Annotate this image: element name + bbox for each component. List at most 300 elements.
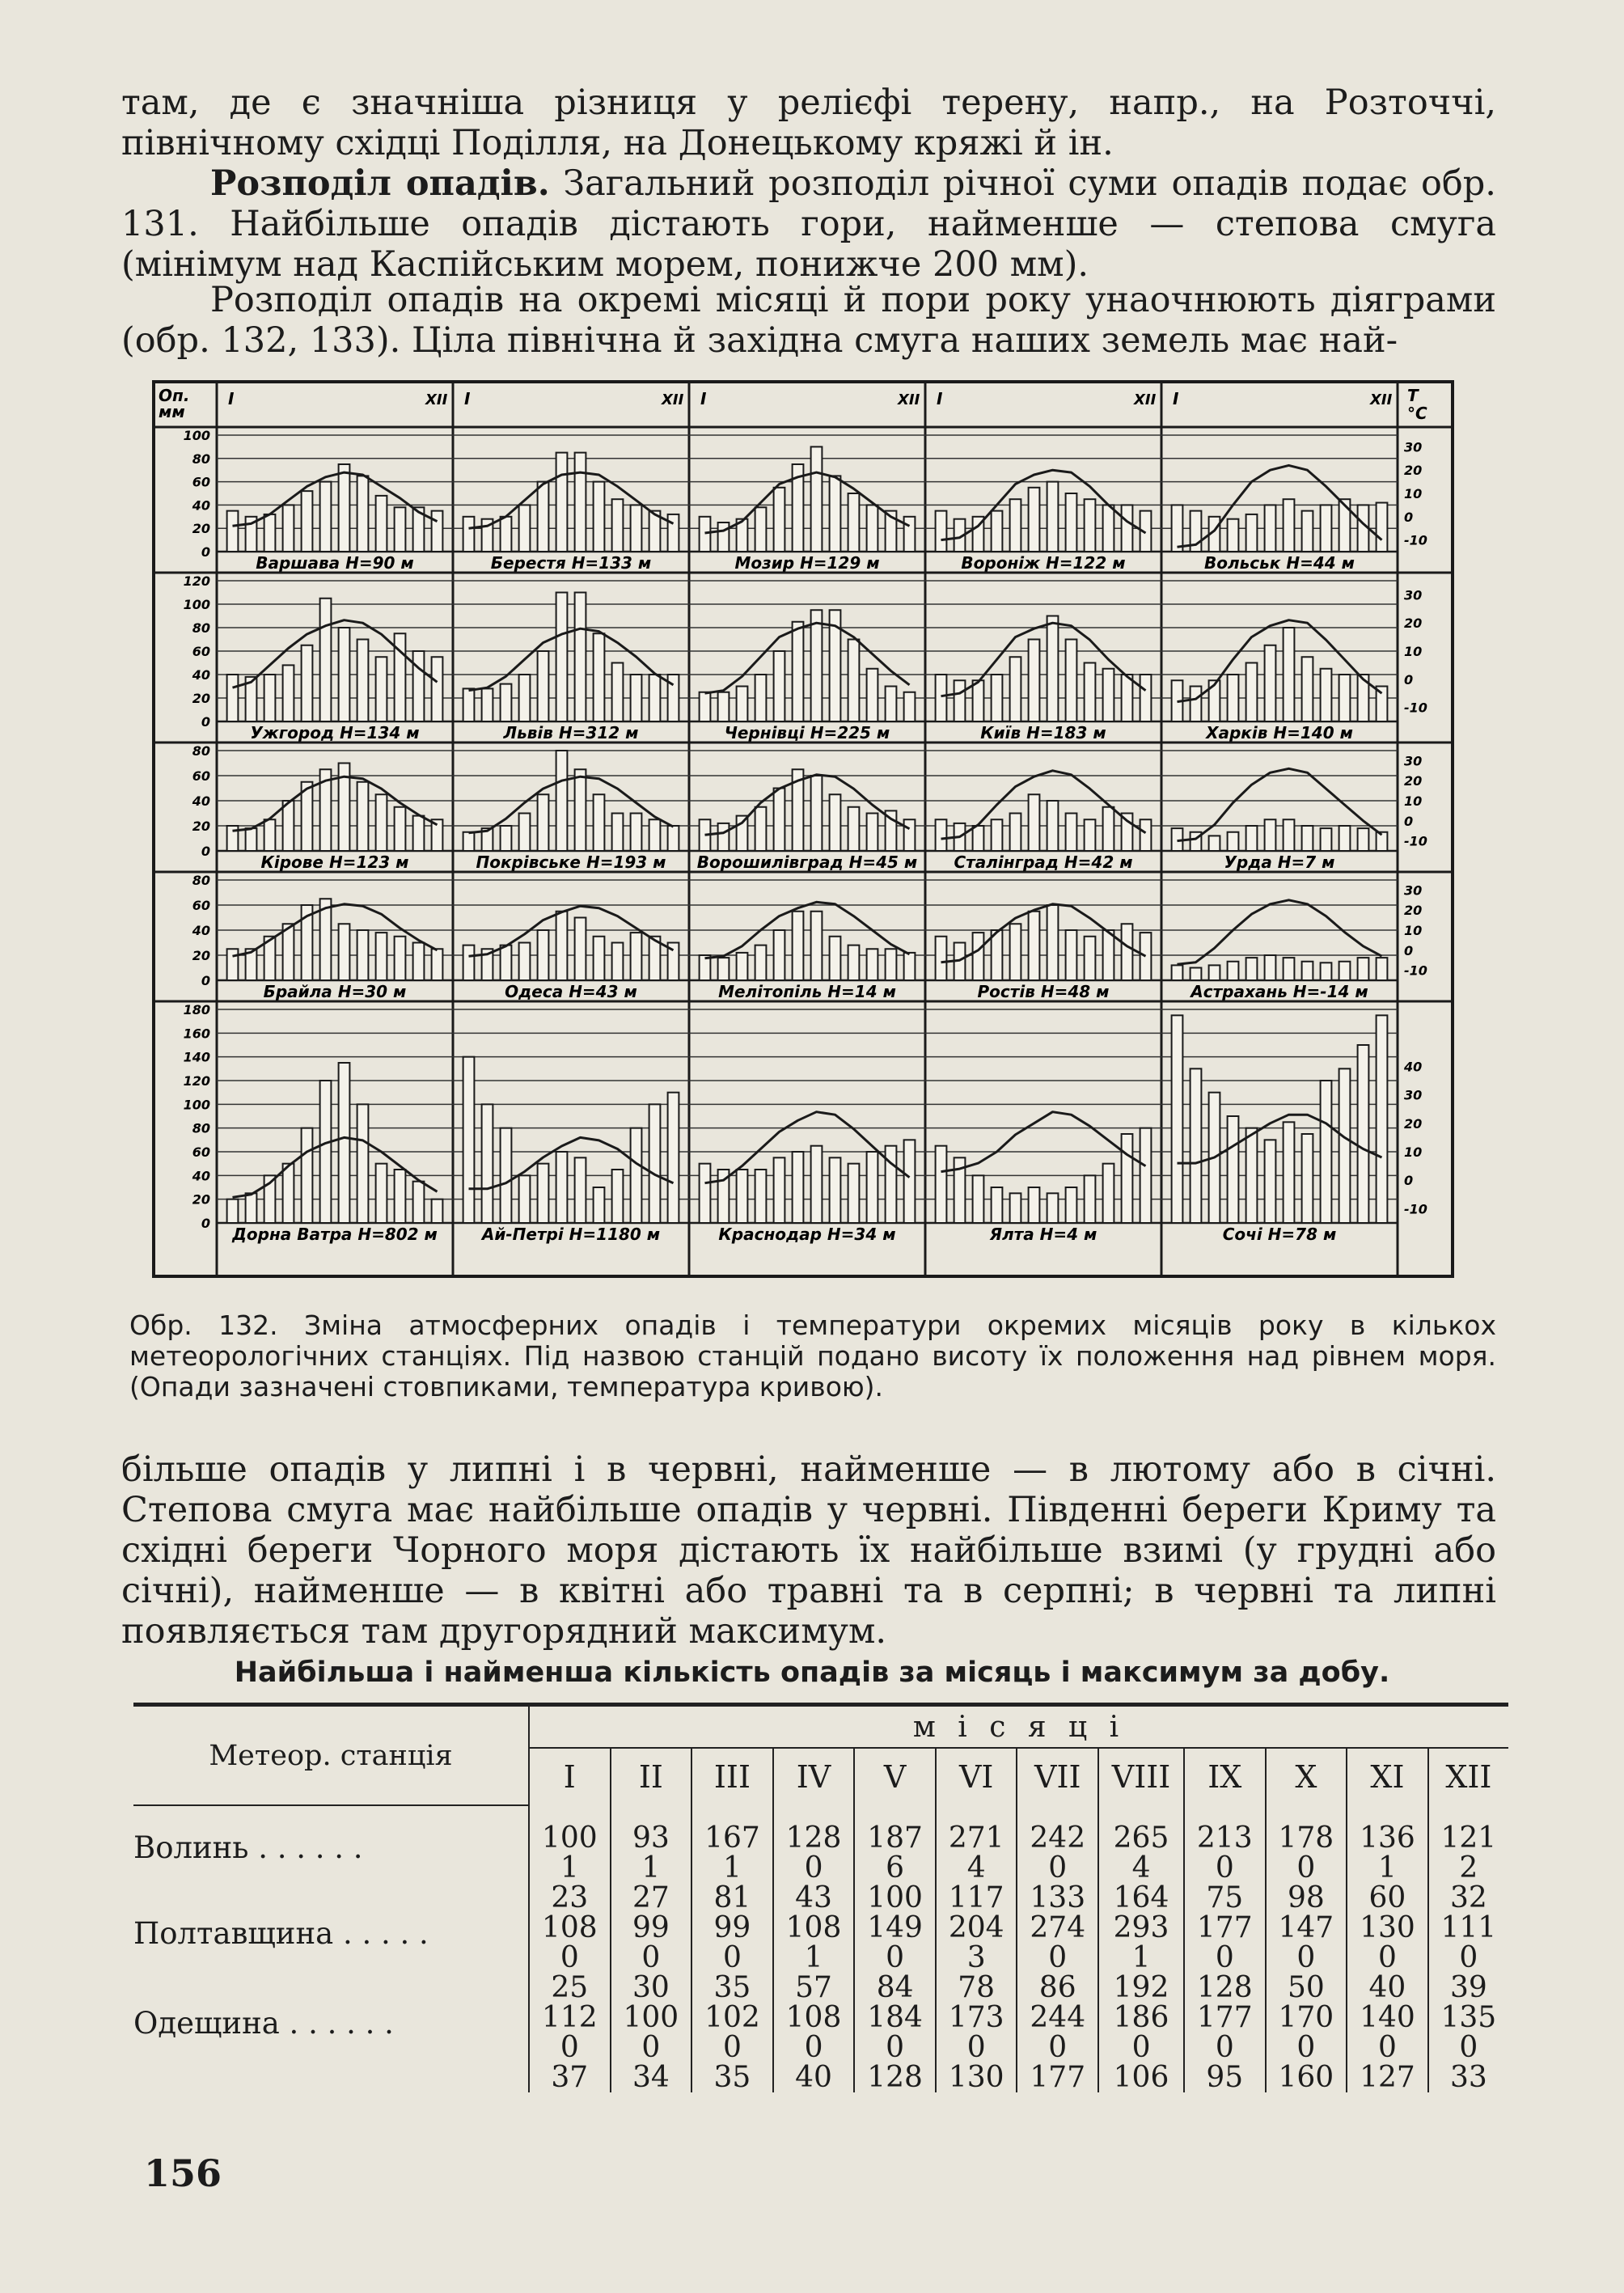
cell-value-max: 173 (948, 2001, 1004, 2034)
temperature-curve (941, 771, 1146, 839)
cell-value-day: 164 (1113, 1881, 1169, 1914)
cell-value-max: 184 (867, 2001, 923, 2034)
cell-value-max: 136 (1360, 1821, 1415, 1855)
cell-value-day: 84 (876, 1971, 914, 2004)
temp-tick-label: 30 (1404, 882, 1423, 899)
month-header-VII: VII (1017, 1748, 1098, 1805)
precip-bar (755, 675, 767, 721)
cell-value-max: 108 (541, 1911, 598, 1944)
temp-tick-label: 20 (1404, 1115, 1423, 1132)
temperature-curve (469, 1137, 674, 1188)
precip-bar (848, 807, 860, 851)
precip-bar (1228, 1116, 1239, 1223)
table-cell (1428, 1805, 1508, 1913)
precip-tick-label: 40 (192, 497, 210, 514)
station-label: Львів Н=312 м (503, 723, 639, 742)
precip-bar (1047, 1193, 1059, 1223)
cell-value-min: 0 (804, 2031, 823, 2064)
precip-bar (1103, 930, 1114, 980)
precip-bar (886, 949, 897, 980)
precip-bar (1265, 505, 1276, 552)
table-cell (936, 2003, 1017, 2092)
precip-bar (432, 511, 443, 552)
precip-bar (1246, 663, 1258, 722)
precip-tick-label: 20 (192, 691, 210, 706)
cell-value-min: 1 (1377, 1851, 1397, 1885)
month-header-II: II (611, 1748, 692, 1805)
precip-bar (1047, 801, 1059, 851)
precip-bar (612, 814, 624, 852)
cell-value-max: 130 (1360, 1911, 1415, 1944)
precip-bar (1265, 819, 1276, 851)
precip-bar (612, 499, 624, 552)
precip-bar (538, 651, 549, 721)
precip-tick-label: 160 (183, 1026, 210, 1042)
precip-bar (482, 1104, 493, 1223)
precip-bar (830, 476, 841, 552)
precip-bar (700, 692, 711, 721)
precip-bar (538, 794, 549, 851)
precip-bar (556, 593, 568, 722)
cell-value-day: 40 (1368, 1971, 1406, 2004)
cell-value-min: 3 (966, 1941, 986, 1974)
cell-value-day: 128 (1196, 1971, 1253, 2004)
table-cell (1098, 1913, 1184, 2003)
precip-bar (264, 675, 276, 721)
precip-bar (755, 807, 767, 851)
cell-value-day: 117 (948, 1881, 1004, 1914)
table-body (133, 1805, 1508, 2092)
cell-value-day: 86 (1038, 1971, 1076, 2004)
precip-tick-label: 40 (192, 923, 210, 938)
precip-bar (1029, 1187, 1040, 1223)
table-cell (691, 1913, 773, 2003)
precip-tick-label: 100 (183, 428, 210, 443)
temperature-curve (1178, 1115, 1382, 1163)
temp-tick-label: -10 (1404, 700, 1427, 716)
temperature-curve (705, 1112, 910, 1183)
precip-tick-label: 120 (183, 573, 210, 589)
table-cell (1347, 2003, 1428, 2092)
precip-bar (1122, 675, 1133, 721)
precip-tick-label: 20 (192, 948, 210, 963)
precip-bar (668, 1093, 679, 1223)
precip-bar (1172, 965, 1183, 980)
precip-bar (973, 933, 984, 980)
precip-bar (376, 657, 387, 721)
cell-value-day: 23 (551, 1881, 589, 1914)
precip-bar (519, 814, 531, 852)
precip-bar (376, 1164, 387, 1223)
station-label: Вольськ Н=44 м (1204, 553, 1355, 573)
cell-value-day: 78 (958, 1971, 996, 2004)
cell-value-min: 0 (1048, 2031, 1068, 2064)
precip-bar (501, 517, 512, 552)
cell-value-max: 108 (785, 2001, 842, 2034)
precip-bar (631, 814, 642, 852)
precip-bar (1172, 505, 1183, 552)
cell-value-day: 50 (1287, 1971, 1325, 2004)
table-title: Найбільша і найменша кількість опадів за місяць і максимум за добу. (234, 1656, 1390, 1689)
precip-bar (1302, 657, 1313, 721)
precip-tick-label: 60 (192, 898, 210, 913)
temp-tick-label: -10 (1404, 833, 1427, 849)
precip-bar (904, 692, 916, 721)
cell-value-min: 0 (1296, 2031, 1316, 2064)
precip-bar (1377, 1015, 1388, 1223)
table-cell (1017, 1805, 1098, 1913)
precip-bar (376, 933, 387, 980)
precip-bar (1029, 912, 1040, 980)
precip-bar (992, 1187, 1003, 1223)
figure-caption: Обр. 132. Зміна атмосферних опадів і температури окремих місяців року в кількох метеорологічних станціях. Під назвою станцій подано висоту їх положення над рівнем моря. (Опади зазначені стовпиками, температура кривою). (129, 1309, 1496, 1402)
precip-bar (848, 1164, 860, 1223)
precip-bar (357, 640, 369, 722)
precip-bar (936, 819, 947, 851)
temperature-curve (705, 623, 910, 693)
precip-bar (1122, 505, 1133, 552)
precip-bar (575, 769, 586, 851)
station-label: Урда Н=7 м (1224, 852, 1335, 872)
precip-bar (1047, 482, 1059, 552)
cell-value-max: 121 (1440, 1821, 1497, 1855)
cell-value-min: 0 (886, 2031, 905, 2064)
precip-bar (848, 640, 860, 722)
temp-tick-label: 20 (1404, 903, 1423, 919)
precip-bar (501, 1128, 512, 1223)
cell-value-min: 1 (560, 1851, 579, 1885)
precip-tick-label: 80 (192, 873, 210, 888)
cell-value-max: 274 (1030, 1911, 1086, 1944)
temp-tick-label: 10 (1404, 793, 1423, 809)
station-label: Варшава Н=90 м (256, 553, 414, 573)
month-label-first: I (700, 389, 707, 408)
precip-tick-label: 0 (201, 973, 210, 988)
cell-value-min: 0 (1377, 2031, 1397, 2064)
precip-tick-label: 100 (183, 1097, 210, 1113)
temp-tick-label: 20 (1404, 463, 1423, 479)
precip-bar (1302, 826, 1313, 851)
table-cell (1184, 2003, 1266, 2092)
precip-bar (1010, 924, 1021, 980)
precip-bar (302, 1128, 313, 1223)
table-cell (854, 1805, 936, 1913)
cell-value-min: 0 (1215, 2031, 1234, 2064)
paragraph-4: більше опадів у липні і в червні, найменше — в лютому або в січні. Степова смуга має найбільше опадів у червні. Південні береги Криму та східні береги Чорного моря дістають їх найбільше взимі (у грудні або січні), найменше — в квітні або травні та в серпні; в червні та липні появляється там другорядний максимум. (121, 1449, 1496, 1652)
temp-tick-label: 30 (1404, 439, 1423, 455)
precip-bar (973, 1175, 984, 1223)
precip-bar (811, 1146, 823, 1223)
precip-bar (954, 680, 966, 721)
precip-bar (1047, 616, 1059, 722)
table-cell (529, 1805, 611, 1913)
month-label-last: XII (1370, 391, 1393, 408)
table-cell (854, 2003, 936, 2092)
table-cell (1266, 1805, 1347, 1913)
temperature-curve (1178, 768, 1382, 840)
precip-bar (1246, 958, 1258, 980)
station-label: Покрівське Н=193 м (476, 852, 666, 872)
precip-bar (1029, 640, 1040, 722)
table-cell (529, 2003, 611, 2092)
table-cell (1098, 2003, 1184, 2092)
table-cell (1017, 1913, 1098, 2003)
precip-bar (1339, 1068, 1351, 1223)
precip-bar (594, 937, 605, 980)
cell-value-day: 34 (632, 2061, 670, 2094)
precip-bar (774, 789, 785, 852)
precip-bar (463, 517, 475, 552)
precip-bar (1246, 514, 1258, 552)
precip-bar (575, 453, 586, 552)
precip-bar (227, 949, 239, 980)
precip-bar (376, 496, 387, 552)
precip-tick-label: 80 (192, 1120, 210, 1136)
precip-tick-label: 180 (183, 1002, 210, 1017)
temp-tick-label: -10 (1404, 962, 1427, 979)
cell-value-day: 106 (1113, 2061, 1169, 2094)
cell-value-day: 37 (551, 2061, 589, 2094)
month-header-III: III (691, 1748, 773, 1805)
precip-bar (1172, 1015, 1183, 1223)
precip-bar (575, 918, 586, 981)
precip-bar (1321, 828, 1332, 851)
table-cell (1266, 2003, 1347, 2092)
station-label: Мелітопіль Н=14 м (718, 982, 896, 1001)
station-label: Брайла Н=30 м (263, 982, 407, 1001)
paragraph-3: Розподіл опадів на окремі місяці й пори року унаочнюють діяграми (обр. 132, 133). Ціла північна й західна смуга наших земель має най- (121, 280, 1496, 361)
table-cell (854, 1913, 936, 2003)
cell-value-max: 100 (541, 1821, 598, 1855)
cell-value-max: 178 (1278, 1821, 1334, 1855)
precip-bar (519, 943, 531, 981)
table-cell (773, 2003, 855, 2092)
temp-tick-label: -10 (1404, 532, 1427, 548)
precip-tick-label: 60 (192, 768, 210, 784)
precip-bar (432, 949, 443, 980)
temp-tick-label: 40 (1404, 1059, 1423, 1075)
precip-bar (1377, 832, 1388, 851)
precip-bar (1047, 905, 1059, 980)
table-cell (1347, 1913, 1428, 2003)
cell-value-min: 0 (722, 1941, 742, 1974)
station-label: Кірове Н=123 м (260, 852, 409, 872)
precip-bar (283, 924, 294, 980)
temp-tick-label: 20 (1404, 616, 1423, 632)
precipitation-table (133, 1703, 1508, 2092)
cell-value-day: 27 (632, 1881, 670, 1914)
precip-bar (936, 511, 947, 552)
precip-bar (1228, 832, 1239, 851)
precip-bar (227, 1199, 239, 1223)
precip-bar (1010, 657, 1021, 721)
cell-value-max: 244 (1030, 2001, 1086, 2034)
precip-bar (973, 826, 984, 851)
temp-tick-label: 10 (1404, 923, 1423, 938)
precip-bar (283, 505, 294, 552)
precip-bar (793, 622, 804, 721)
precip-bar (1284, 958, 1295, 980)
months-header: м і с я ц і (529, 1705, 1508, 1749)
precip-tick-label: 40 (192, 793, 210, 809)
precip-bar (1228, 519, 1239, 552)
cell-value-day: 35 (713, 1971, 751, 2004)
precip-tick-label: 0 (201, 1216, 210, 1231)
precip-bar (413, 651, 425, 721)
temperature-curve (1178, 465, 1382, 547)
table-cell (1347, 1805, 1428, 1913)
precip-bar (1010, 814, 1021, 852)
precip-bar (1377, 503, 1388, 552)
cell-value-min: 1 (804, 1941, 823, 1974)
precip-bar (501, 684, 512, 721)
cell-value-max: 99 (713, 1911, 751, 1944)
precip-bar (811, 776, 823, 851)
precip-bar (1103, 505, 1114, 552)
cell-value-day: 160 (1278, 2061, 1334, 2094)
precip-bar (1284, 628, 1295, 721)
precip-bar (936, 1146, 947, 1223)
precip-bar (1321, 669, 1332, 721)
precip-bar (227, 675, 239, 721)
station-label: Сочі Н=78 м (1222, 1225, 1337, 1244)
precip-tick-label: 60 (192, 474, 210, 490)
cell-value-max: 147 (1278, 1911, 1334, 1944)
table-cell (1428, 1913, 1508, 2003)
cell-value-min: 4 (966, 1851, 986, 1885)
precip-bar (556, 751, 568, 851)
precip-bar (594, 1187, 605, 1223)
month-label-first: I (228, 389, 235, 408)
precip-bar (1140, 1128, 1152, 1223)
cell-value-min: 1 (722, 1851, 742, 1885)
month-label-last: XII (1134, 391, 1157, 408)
precip-bar (1377, 958, 1388, 980)
precip-bar (1066, 814, 1077, 852)
precip-bar (395, 937, 406, 980)
precip-tick-label: 80 (192, 620, 210, 636)
precip-bar (1066, 930, 1077, 980)
month-header-XII: XII (1428, 1748, 1508, 1805)
precip-bar (1085, 1175, 1096, 1223)
precip-tick-label: 60 (192, 1144, 210, 1160)
station-label: Ужгород Н=134 м (250, 723, 420, 742)
precip-bar (1103, 1164, 1114, 1223)
precip-tick-label: 0 (201, 714, 210, 730)
precip-bar (432, 1199, 443, 1223)
precip-tick-label: 60 (192, 644, 210, 659)
table-cell (691, 1805, 773, 1913)
precip-bar (1339, 826, 1351, 851)
cell-value-min: 0 (886, 1941, 905, 1974)
precip-bar (1140, 819, 1152, 851)
precip-bar (1066, 493, 1077, 552)
temp-unit-label: T °C (1407, 386, 1427, 423)
cell-value-min: 4 (1131, 1851, 1151, 1885)
station-label: Чернівці Н=225 м (724, 723, 890, 742)
temp-tick-label: 10 (1404, 644, 1423, 659)
precip-bar (867, 669, 878, 721)
precip-bar (339, 924, 350, 980)
precip-bar (867, 505, 878, 552)
station-label: Ялта Н=4 м (989, 1225, 1097, 1244)
paragraph-2 (121, 163, 1496, 285)
cell-value-day: 60 (1368, 1881, 1406, 1914)
paragraph-1: там, де є значніша різниця у релієфі терену, напр., на Розточчі, північному східці Поділля, на Донецькому кряжі й ін. (121, 82, 1496, 163)
precip-bar (793, 1152, 804, 1223)
table-cell (1266, 1913, 1347, 2003)
section-heading: Розподіл опадів. (210, 163, 550, 204)
precip-bar (718, 692, 730, 721)
precip-bar (538, 930, 549, 980)
precip-bar (612, 943, 624, 981)
temperature-curve (941, 1112, 1146, 1172)
precip-bar (302, 645, 313, 721)
month-header-I: I (529, 1748, 611, 1805)
table-cell (529, 1913, 611, 2003)
month-label-last: XII (662, 391, 684, 408)
precip-bar (830, 1157, 841, 1223)
precip-bar (395, 807, 406, 851)
precip-bar (339, 464, 350, 552)
temperature-curve (469, 906, 674, 956)
cell-value-max: 140 (1360, 2001, 1415, 2034)
precip-bar (668, 514, 679, 552)
precip-bar (830, 937, 841, 980)
precip-bar (1191, 687, 1202, 722)
cell-value-max: 99 (632, 1911, 670, 1944)
cell-value-day: 39 (1449, 1971, 1487, 2004)
month-header-IV: IV (773, 1748, 855, 1805)
precip-bar (1066, 640, 1077, 722)
precip-bar (538, 1164, 549, 1223)
precip-tick-label: 20 (192, 1191, 210, 1208)
station-name: Одещина . . . . . . (133, 2006, 394, 2041)
climate-diagram (152, 380, 1454, 1278)
month-label-last: XII (898, 391, 920, 408)
month-header-XI: XI (1347, 1748, 1428, 1805)
table-cell (1184, 1913, 1266, 2003)
precip-bar (283, 665, 294, 721)
precip-tick-label: 20 (192, 521, 210, 537)
precip-bar (774, 1157, 785, 1223)
cell-value-day: 75 (1206, 1881, 1244, 1914)
precip-bar (519, 675, 531, 721)
precip-bar (395, 1170, 406, 1223)
precip-bar (737, 953, 748, 980)
precip-bar (793, 912, 804, 980)
page-number: 156 (144, 2151, 222, 2195)
cell-value-min: 0 (1215, 1851, 1234, 1885)
precip-bar (556, 453, 568, 552)
temperature-curve (941, 904, 1146, 962)
station-label: Мозир Н=129 м (734, 553, 880, 573)
cell-value-day: 81 (713, 1881, 751, 1914)
cell-value-max: 187 (867, 1821, 923, 1855)
precip-bar (413, 943, 425, 981)
temp-tick-label: 30 (1404, 1087, 1423, 1103)
temp-tick-label: 0 (1404, 1173, 1414, 1189)
precip-bar (501, 946, 512, 980)
temperature-curve (1178, 620, 1382, 702)
month-header-V: V (854, 1748, 936, 1805)
precip-bar (992, 930, 1003, 980)
precip-bar (992, 819, 1003, 851)
cell-value-min: 2 (1459, 1851, 1478, 1885)
table-cell (773, 1913, 855, 2003)
cell-value-day: 133 (1030, 1881, 1086, 1914)
precip-bar (1339, 675, 1351, 721)
